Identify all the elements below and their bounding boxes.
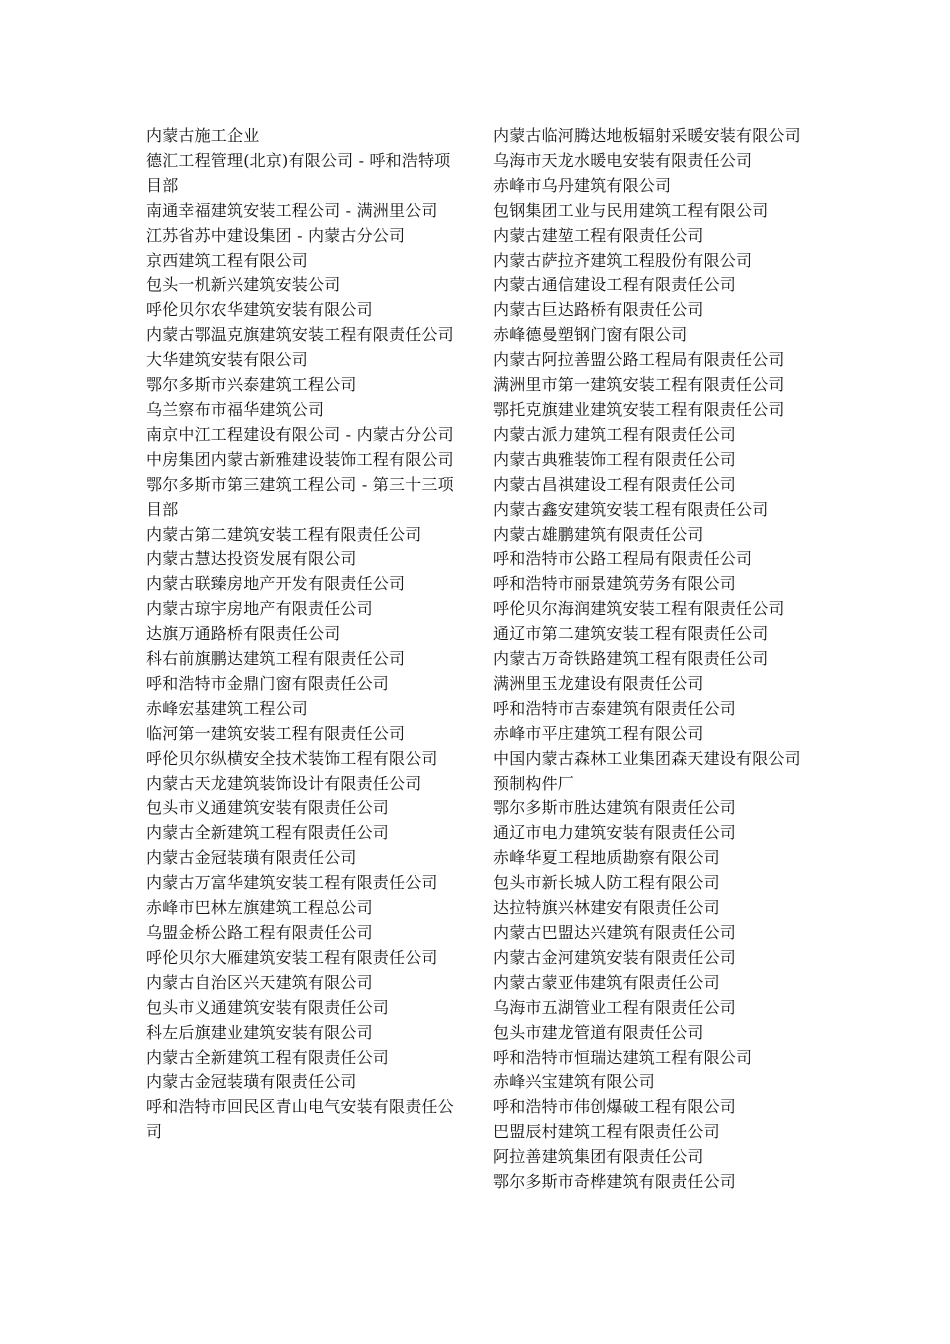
company-list-item: 内蒙古全新建筑工程有限责任公司: [146, 823, 390, 843]
company-list-item: 内蒙古琼宇房地产有限责任公司: [146, 599, 373, 619]
company-list-item: 达旗万通路桥有限责任公司: [146, 624, 341, 644]
company-list-item: 赤峰市平庄建筑工程有限公司: [493, 723, 704, 743]
company-list-item: 鄂尔多斯市兴泰建筑工程公司: [146, 375, 357, 395]
company-list-item: 赤峰市乌丹建筑有限公司: [493, 175, 672, 195]
company-list-item: 赤峰德曼塑钢门窗有限公司: [493, 325, 688, 345]
company-list-item: 内蒙古金河建筑安装有限责任公司: [493, 947, 737, 967]
company-list-item: 包钢集团工业与民用建筑工程有限公司: [493, 200, 769, 220]
company-list-item: 鄂尔多斯市胜达建筑有限责任公司: [493, 798, 737, 818]
company-list-item: 内蒙古慧达投资发展有限公司: [146, 549, 357, 569]
company-list-item: 内蒙古派力建筑工程有限责任公司: [493, 424, 737, 444]
company-list-item: 内蒙古典雅装饰工程有限责任公司: [493, 449, 737, 469]
company-list-item: 内蒙古金冠装璜有限责任公司: [146, 1072, 357, 1092]
company-list-item: 通辽市第二建筑安装工程有限责任公司: [493, 624, 769, 644]
company-list-item: 呼和浩特市吉泰建筑有限责任公司: [493, 698, 737, 718]
company-list-item: 赤峰兴宝建筑有限公司: [493, 1072, 656, 1092]
company-list-item: 达拉特旗兴林建安有限责任公司: [493, 898, 720, 918]
company-list-item: 鄂尔多斯市奇桦建筑有限责任公司: [493, 1172, 737, 1192]
company-list-item: 满洲里市第一建筑安装工程有限责任公司: [493, 375, 785, 395]
company-list-item: 包头市建龙管道有限责任公司: [493, 1022, 704, 1042]
company-list-item: 中国内蒙古森林工业集团森天建设有限公司预制构件厂: [493, 748, 801, 793]
company-list-item: 赤峰华夏工程地质勘察有限公司: [493, 848, 720, 868]
company-list-item: 呼和浩特市伟创爆破工程有限公司: [493, 1097, 737, 1117]
company-list-item: 通辽市电力建筑安装有限责任公司: [493, 823, 737, 843]
company-list-item: 临河第一建筑安装工程有限责任公司: [146, 723, 406, 743]
company-list-item: 内蒙古巨达路桥有限责任公司: [493, 300, 704, 320]
company-list-item: 德汇工程管理(北京)有限公司 - 呼和浩特项目部: [146, 150, 451, 195]
company-list-item: 呼和浩特市恒瑞达建筑工程有限公司: [493, 1047, 753, 1067]
company-list-item: 内蒙古通信建设工程有限责任公司: [493, 275, 737, 295]
company-list-item: 内蒙古建堃工程有限责任公司: [493, 225, 704, 245]
company-list-item: 内蒙古天龙建筑装饰设计有限责任公司: [146, 773, 422, 793]
company-list-item: 呼伦贝尔海润建筑安装工程有限责任公司: [493, 599, 785, 619]
company-list-item: 科右前旗鹏达建筑工程有限责任公司: [146, 649, 406, 669]
company-list-item: 包头市义通建筑安装有限责任公司: [146, 997, 390, 1017]
company-list-item: 内蒙古自治区兴天建筑有限公司: [146, 972, 373, 992]
company-list-item: 包头市新长城人防工程有限公司: [493, 873, 720, 893]
company-list-item: 科左后旗建业建筑安装有限公司: [146, 1022, 373, 1042]
company-list-item: 内蒙古万富华建筑安装工程有限责任公司: [146, 873, 438, 893]
company-list-item: 中房集团内蒙古新雅建设装饰工程有限公司: [146, 449, 454, 469]
company-list-item: 阿拉善建筑集团有限责任公司: [493, 1147, 704, 1167]
company-list-item: 赤峰市巴林左旗建筑工程总公司: [146, 898, 373, 918]
company-list-item: 内蒙古巴盟达兴建筑有限责任公司: [493, 923, 737, 942]
left-column-list: [146, 124, 462, 1145]
company-list-item: 鄂托克旗建业建筑安装工程有限责任公司: [493, 399, 785, 419]
company-list-item: 内蒙古第二建筑安装工程有限责任公司: [146, 524, 422, 544]
company-list-item: 包头一机新兴建筑安装公司: [146, 275, 341, 295]
company-list-item: 内蒙古蒙亚伟建筑有限责任公司: [493, 972, 720, 992]
company-list-item: 包头市义通建筑安装有限责任公司: [146, 798, 390, 818]
company-list-item: 呼伦贝尔大雁建筑安装工程有限责任公司: [146, 947, 438, 967]
company-list-item: 满洲里玉龙建设有限责任公司: [493, 673, 704, 693]
company-list-item: 巴盟辰村建筑工程有限责任公司: [493, 1122, 720, 1142]
company-list-item: 呼和浩特市公路工程局有限责任公司: [493, 549, 753, 569]
company-list-item: 内蒙古全新建筑工程有限责任公司: [146, 1047, 390, 1067]
company-list-item: 南通幸福建筑安装工程公司 - 满洲里公司: [146, 200, 438, 220]
company-list-item: 呼伦贝尔纵横安全技术装饰工程有限公司: [146, 748, 438, 768]
company-list-item: 乌兰察布市福华建筑公司: [146, 399, 325, 419]
company-list-item: 内蒙古鄂温克旗建筑安装工程有限责任公司: [146, 325, 454, 345]
company-list-item: 内蒙古阿拉善盟公路工程局有限责任公司: [493, 350, 785, 370]
company-list-item: 内蒙古万奇铁路建筑工程有限责任公司: [493, 649, 769, 669]
company-list-item: 赤峰宏基建筑工程公司: [146, 698, 309, 718]
company-list-item: 内蒙古金冠装璜有限责任公司: [146, 848, 357, 868]
company-list-item: 内蒙古雄鹏建筑有限责任公司: [493, 524, 704, 544]
list-heading: 内蒙古施工企业: [146, 126, 260, 145]
company-list-item: 呼和浩特市金鼎门窗有限责任公司: [146, 673, 390, 693]
company-list-item: 内蒙古联臻房地产开发有限责任公司: [146, 574, 406, 594]
company-list-item: 内蒙古昌祺建设工程有限责任公司: [493, 474, 737, 494]
company-list-item: 大华建筑安装有限公司: [146, 350, 309, 370]
company-list-item: 鄂尔多斯市第三建筑工程公司 - 第三十三项目部: [146, 474, 454, 519]
company-list-item: 南京中江工程建设有限公司 - 内蒙古分公司: [146, 424, 454, 444]
company-list-item: 江苏省苏中建设集团 - 内蒙古分公司: [146, 225, 406, 245]
company-list-item: 呼伦贝尔农华建筑安装有限公司: [146, 300, 373, 320]
company-list-item: 内蒙古鑫安建筑安装工程有限责任公司: [493, 499, 769, 519]
company-list-item: 京西建筑工程有限公司: [146, 250, 309, 270]
company-list-item: 呼和浩特市回民区青山电气安装有限责任公司: [146, 1097, 454, 1142]
right-column-list: [493, 124, 809, 1195]
company-list-item: 乌海市五湖管业工程有限责任公司: [493, 997, 737, 1017]
company-list-item: 内蒙古萨拉齐建筑工程股份有限公司: [493, 250, 753, 270]
company-list-item: 乌海市天龙水暖电安装有限责任公司: [493, 150, 753, 170]
company-list-item: 乌盟金桥公路工程有限责任公司: [146, 923, 373, 942]
company-list-item: 内蒙古临河腾达地板辐射采暖安装有限公司: [493, 126, 801, 145]
company-list-item: 呼和浩特市丽景建筑劳务有限公司: [493, 574, 737, 594]
